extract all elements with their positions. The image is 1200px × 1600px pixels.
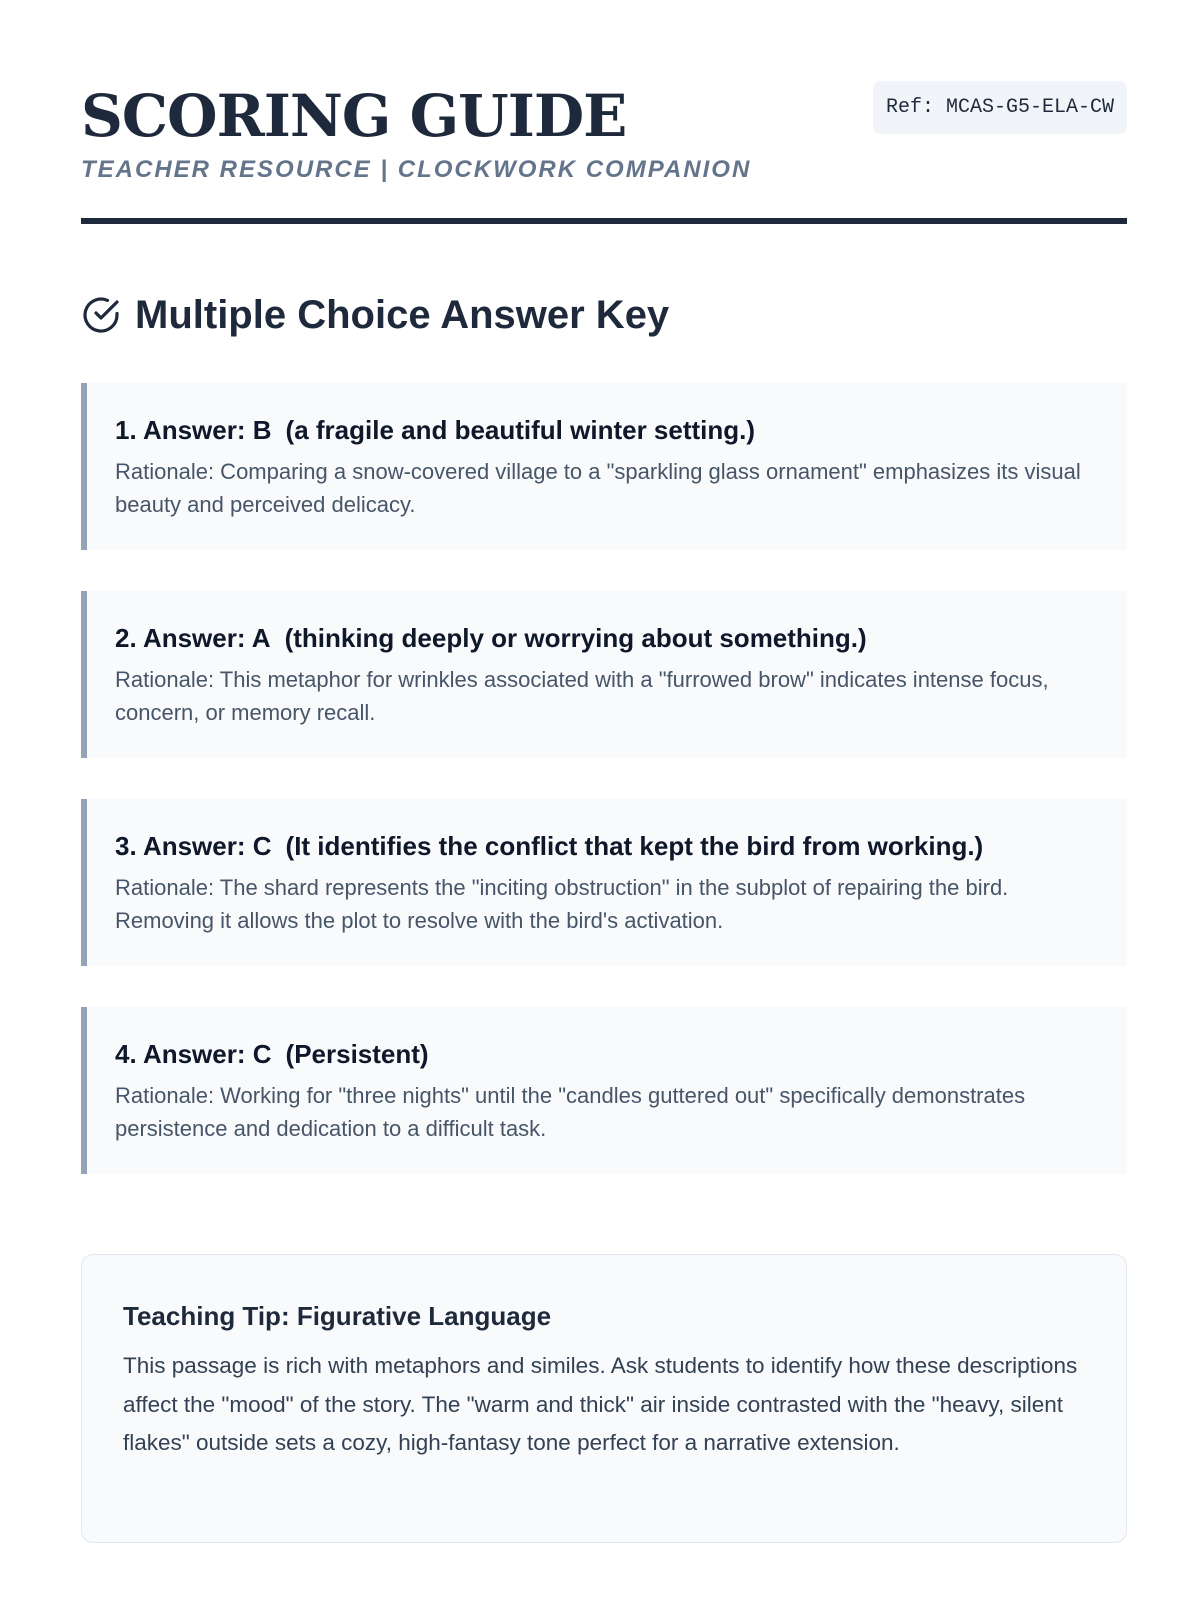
scoring-guide-page — [81, 0, 1127, 1455]
answer-title — [115, 413, 1093, 447]
answer-label: 3. Answer: C — [115, 831, 272, 861]
section-title: Multiple Choice Answer Key — [135, 293, 670, 337]
answer-choice: (thinking deeply or worrying about something.) — [284, 623, 867, 653]
answer-title — [115, 829, 1093, 863]
answer-label: 2. Answer: A — [115, 623, 271, 653]
answer-rationale: Rationale: Comparing a snow-covered village to a "sparkling glass ornament" emphasizes its visual beauty and perceived delicacy. — [115, 459, 1081, 517]
answer-rationale: Rationale: The shard represents the "inciting obstruction" in the subplot of repairing the bird. Removing it allows the plot to resolve with the bird's activation. — [115, 875, 1009, 933]
page-header — [81, 0, 1127, 224]
answer-title — [115, 1037, 1093, 1071]
answer-rationale: Rationale: This metaphor for wrinkles associated with a "furrowed brow" indicates intense focus, concern, or memory recall. — [115, 667, 1049, 725]
answer-label: 4. Answer: C — [115, 1039, 272, 1069]
teaching-tip-box — [81, 1254, 1127, 1543]
answer-card-4 — [81, 1007, 1127, 1174]
teaching-tip-title: Teaching Tip: Figurative Language — [123, 1301, 552, 1331]
answer-list — [81, 383, 1127, 1215]
answer-title — [115, 621, 1093, 655]
answer-rationale: Rationale: Working for "three nights" until the "candles guttered out" specifically demonstrates persistence and dedication to a difficult task. — [115, 1083, 1026, 1141]
reference-badge: Ref: MCAS-G5-ELA-CW — [873, 81, 1127, 134]
answer-card-2 — [81, 591, 1127, 758]
teaching-tip-body: This passage is rich with metaphors and similes. Ask students to identify how these descriptions affect the "mood" of the story. The "warm and thick" air inside contrasted with the "heavy, silent flakes" outside sets a cozy, high-fantasy tone perfect for a narrative extension. — [123, 1353, 1078, 1455]
answer-card-1 — [81, 383, 1127, 550]
answer-choice: (a fragile and beautiful winter setting.) — [285, 415, 756, 445]
answer-label: 1. Answer: B — [115, 415, 272, 445]
answer-card-3 — [81, 799, 1127, 966]
answer-choice: (It identifies the conflict that kept the bird from working.) — [285, 831, 984, 861]
answer-choice: (Persistent) — [285, 1039, 429, 1069]
check-circle-icon — [81, 295, 121, 335]
section-heading — [81, 290, 669, 340]
page-title: SCORING GUIDE — [81, 82, 627, 150]
page-subtitle: TEACHER RESOURCE | CLOCKWORK COMPANION — [81, 156, 752, 183]
